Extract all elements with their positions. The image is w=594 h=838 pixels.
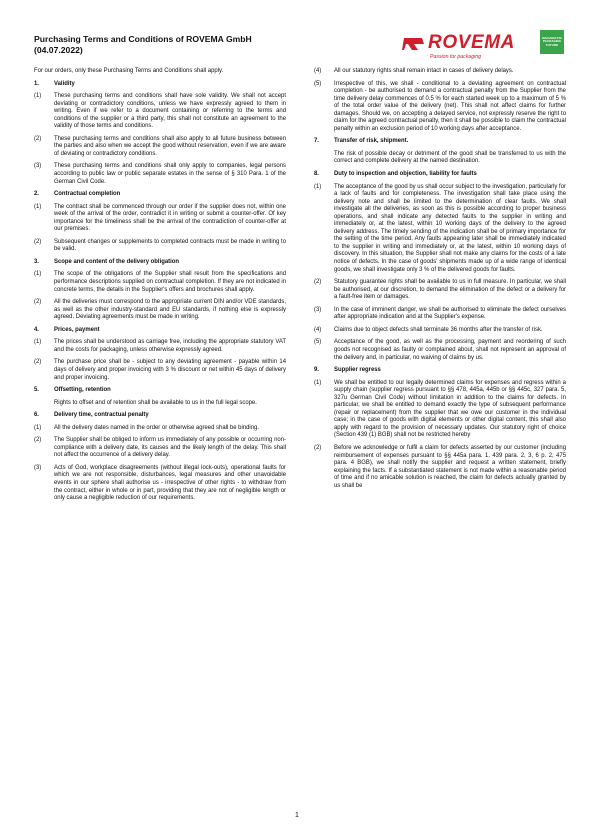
clause-number: (5) <box>314 80 322 87</box>
clause-text: The contract shall be commenced through our order if the supplier does not, within one week of the arrival of the order, contradict it in writing or submit a counter-offer. Of key importance for the timeliness shall be the arrival of the contradiction of counter-offer at our premises. <box>54 203 286 233</box>
section-number: 3. <box>34 258 39 265</box>
clause-number: (2) <box>314 279 322 286</box>
clause <box>314 279 566 302</box>
clause-text: Claims due to object defects shall terminate 36 months after the transfer of risk. <box>334 326 543 333</box>
clause-text: The acceptance of the good by us shall occur subject to the investigation, particularly for a lack of faults and for completeness. The investigation shall take place using the delivery note and shall be limited to the determination of clear faults. We shall investigate all the deliveries, as soon as this is possible according to proper business operations, and shall indicate any detected faults to the supplier in writing and immediately or, at the latest, within 10 working days of the delivery to the agreed delivery address. The timely sending of the indication shall be of primary importance for the setting of the time period. Any faults appearing later shall be immediately indicated to the supplier in writing and immediately or, at the latest, within 10 working days of discovery. In this situation, the Supplier shall not make any claims for the costs of a late notice of defects. In the case of goods' shipments made up of a wide range of identical goods, we shall investigate only 3 % of the delivered goods for faults. <box>334 183 566 273</box>
logo-tagline: Passion for packaging <box>430 54 482 60</box>
clause-number: (1) <box>34 339 42 346</box>
intro-text: For our orders, only these Purchasing Terms and Conditions shall apply. <box>34 68 224 74</box>
clause-number: (1) <box>314 183 322 190</box>
logo-text: ROVEMA <box>428 32 515 53</box>
clause-text: The scope of the obligations of the Supplier shall result from the specifications and performance descriptions supplied on contractual completion. If they are not indicated in concrete terms, the details in the Supplier's offers and brochures shall apply. <box>54 271 286 293</box>
clause <box>34 204 286 234</box>
clause-text: The purchase price shall be - subject to any deviating agreement - payable within 14 days of delivery and proper invoicing with 3 % discount or net within 45 days of delivery and proper invoicing. <box>54 359 286 381</box>
section-text: Rights to offset and of retention shall be available to us in the full legal scope. <box>54 399 257 406</box>
clause-number: (1) <box>34 271 42 278</box>
clause <box>34 339 286 354</box>
clause <box>34 465 286 503</box>
section-title: Scope and content of the delivery obligation <box>54 258 180 265</box>
clause-number: (2) <box>34 238 42 245</box>
section-title: Supplier regress <box>334 367 381 374</box>
title-line-1: Purchasing Terms and Conditions of ROVEMA GmbH <box>34 34 252 44</box>
clause-text: Irrespective of this, we shall - conditional to a deviating agreement on contractual completion - be authorised to demand a contractual penalty from the Supplier from the time delivery delay commences of 0.5 % for each started week up to a maximum of 5 % of the total order value of the delivery (net). This shall not affect claims for further damages. Should we, on accepting a delayed service, not expressly reserve the right to claim for the agreed contractual penalty, then it shall be possible to claim the contractual penalty within an exclusion period of 10 working days after acceptance. <box>334 80 566 132</box>
section-number: 2. <box>34 191 39 198</box>
section-number: 8. <box>314 171 319 178</box>
clause <box>34 93 286 131</box>
clause <box>314 327 566 335</box>
clause-text: Acts of God, workplace disagreements (without illegal lock-outs), operational faults for which we are not responsible, disturbances, legal measures and other unavoidable events in our sphere shall authorise us - irrespective of other rights - to withdraw from the contract, either in whole or in part, providing that they are not of negligible length or only cause a negligible reduction of our requirements. <box>54 464 286 502</box>
section-heading-1 <box>34 81 286 89</box>
clause-text: These purchasing terms and conditions shall have sole validity. We shall not accept deviating or contradictory conditions, unless we have expressly agreed to them in writing. Even if we refer to a document containing or referring to the terms and conditions of the supplier or a third party, this shall not constitute an agreement to the validity of those terms and conditions. <box>54 93 286 130</box>
section-heading-5 <box>34 387 286 395</box>
clause <box>314 339 566 362</box>
clause-text: These purchasing terms and conditions shall only apply to companies, legal persons according to public law or public separate estates in the sense of § 310 Para. 1 of the German Civil Code. <box>54 163 286 185</box>
clause <box>34 359 286 382</box>
clause-number: (3) <box>314 306 322 313</box>
clause-text: We shall be entitled to our legally determined claims for expenses and regress within a supply chain (supplier regress pursuant to §§ 478, 445a, 445b or §§ 445c, 327 para. 5, 327u German Civil Code) without limitation in addition to the claims for defects. In particular, we shall be entitled to demand exactly the type of subsequent performance (repair or replacement) from the supplier that we owe our customer in the individual case; in the case of goods with digital elements or other digital content, this shall also apply with regard to the provision of necessary updates. Our statutory right of choice (Section 439 (1) BGB) shall not be restricted hereby <box>334 379 566 439</box>
left-column <box>34 68 286 508</box>
clause-number: (1) <box>34 203 42 210</box>
clause <box>34 163 286 186</box>
clause-text: Subsequent changes or supplements to completed contracts must be made in writing to be valid. <box>54 238 286 253</box>
section-heading-3 <box>34 259 286 267</box>
section-title: Duty to inspection and objection, liability for faults <box>334 171 477 178</box>
section-heading-9 <box>314 367 566 375</box>
clause <box>314 445 566 490</box>
clause-text: All the delivery dates named in the order or otherwise agreed shall be binding. <box>54 424 259 431</box>
clause-number: (2) <box>34 299 42 306</box>
clause-text: In the case of imminent danger, we shall be authorised to eliminate the defect ourselves after appropriate indication and at the Supplier's expense. <box>334 306 566 321</box>
clause <box>314 184 566 275</box>
section-text: The risk of possible decay or detriment of the good shall be transferred to us with the correct and complete delivery at the named destination. <box>334 150 566 165</box>
section-title: Validity <box>54 80 75 87</box>
section-heading-2 <box>34 191 286 199</box>
clause-text: The Supplier shall be obliged to inform us immediately of any possible or occurring non-compliance with a delivery date, its causes and the likely length of the delay. This shall not affect the occurrence of a delivery delay. <box>54 437 286 459</box>
clause <box>314 68 566 76</box>
right-column <box>314 68 566 495</box>
section-title: Offsetting, retention <box>54 387 111 394</box>
section-number: 4. <box>34 326 39 333</box>
section-number: 6. <box>34 412 39 419</box>
rovema-logo <box>402 30 564 64</box>
clause-number: (2) <box>314 444 322 451</box>
section-number: 1. <box>34 80 39 87</box>
clause <box>34 239 286 254</box>
clause <box>34 136 286 159</box>
section-number: 9. <box>314 367 319 374</box>
clause-number: (2) <box>34 135 42 142</box>
clause-text: Statutory guarantee rights shall be available to us in full measure. In particular, we shall be authorised, at our discretion, to demand the elimination of the defect or a delivery for a fault-free item or damages. <box>334 279 566 301</box>
clause-text: These purchasing terms and conditions shall also apply to all future business between the parties and also when we accept the good without reservation, even if we are aware of deviating or contradictory conditions. <box>54 135 286 157</box>
sustainability-badge <box>540 30 564 54</box>
page-number: 1 <box>295 812 299 819</box>
clause-text: All our statutory rights shall remain intact in cases of delivery delays. <box>334 68 514 74</box>
badge-text: NACHHALTIG PACKAGING FUTURE <box>542 35 562 47</box>
clause <box>314 81 566 134</box>
clause-text: Before we acknowledge or fulfil a claim for defects asserted by our customer (including reimbursement of expenses pursuant to §§ 445a para. 1, 439 para. 2, 3, 6 p. 2, 475 para. 4 BGB), we shall notify the supplier and request a written statement, briefly explaining the facts. If a substantiated statement is not made within a reasonable period of time and if no amicable solution is reached, the claim for defects actually granted by us shall be <box>334 444 566 489</box>
clause-number: (1) <box>34 424 42 431</box>
clause <box>34 437 286 460</box>
clause-number: (3) <box>34 464 42 471</box>
section-number: 7. <box>314 138 319 145</box>
clause-number: (5) <box>314 339 322 346</box>
clause-number: (2) <box>34 359 42 366</box>
logo-mark-icon <box>402 36 426 51</box>
clause <box>34 425 286 433</box>
clause-number: (4) <box>314 68 322 74</box>
clause <box>34 299 286 322</box>
section-number: 5. <box>34 387 39 394</box>
section-title: Prices, payment <box>54 326 100 333</box>
section-heading-7 <box>314 138 566 146</box>
clause-text: All the deliveries must correspond to the appropriate current DIN and/or VDE standards, as well as the other industry-standard and EU standards, if nothing else is expressly agreed. Deviating agreements must be made in writing. <box>54 299 286 321</box>
clause-number: (3) <box>34 163 42 170</box>
clause-number: (2) <box>34 437 42 444</box>
clause-number: (1) <box>314 379 322 386</box>
section-title: Delivery time, contractual penalty <box>54 412 149 419</box>
clause-text: Acceptance of the good, as well as the processing, payment and reordering of such goods not recognised as faulty or complained about, shall not represent an approval of the delivery and, in particular, no waiving of claims by us. <box>334 339 566 361</box>
section-heading-8 <box>314 171 566 179</box>
clause-text: The prices shall be understood as carriage free, including the appropriate statutory VAT and the costs for packaging, unless otherwise expressly agreed. <box>54 339 286 353</box>
clause <box>314 380 566 440</box>
section-title: Contractual completion <box>54 191 121 198</box>
title-date: (04.07.2022) <box>34 45 83 55</box>
clause <box>314 307 566 322</box>
section-heading-6 <box>34 412 286 420</box>
section-title: Transfer of risk, shipment. <box>334 138 409 145</box>
clause-number: (4) <box>314 326 322 333</box>
section-heading-4 <box>34 327 286 335</box>
clause <box>34 271 286 294</box>
clause-number: (1) <box>34 93 42 100</box>
